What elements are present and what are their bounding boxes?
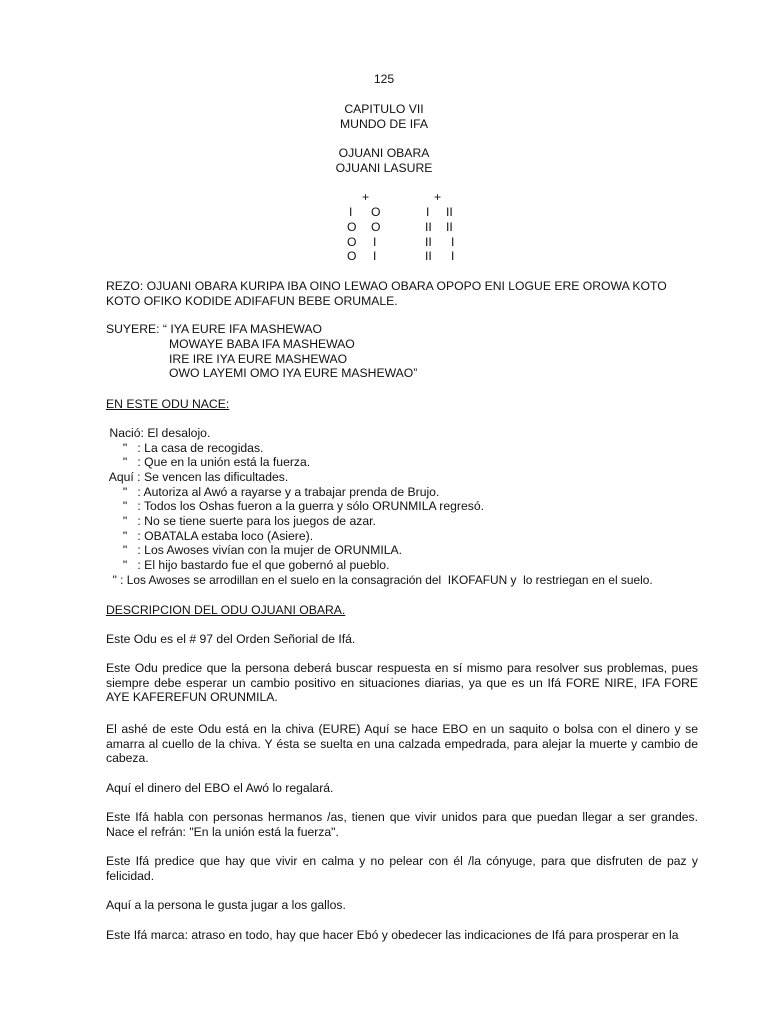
- descripcion-paragraph: Este Ifá marca: atraso en todo, hay que hacer Ebó y obedecer las indicaciones de Ifá para prosperar en la: [106, 928, 679, 942]
- odu-mark: II: [446, 205, 453, 219]
- odu-mark: I: [373, 235, 377, 249]
- nace-item: " : La casa de recogidas.: [106, 441, 264, 455]
- nace-item: " : El hijo bastardo fue el que gobernó al pueblo.: [106, 558, 390, 572]
- descripcion-paragraph: Este Odu predice que la persona deberá buscar respuesta en sí mismo para resolver sus problemas, pues siempre debe esperar un cambio positivo en situaciones diarias, ya que es un Ifá FORE NIRE, IFA FORE AYE KAFEREFUN ORUNMILA.: [106, 661, 698, 705]
- nace-item: " : Autoriza al Awó a rayarse y a trabajar prenda de Brujo.: [106, 485, 440, 499]
- odu-plus-left: +: [362, 190, 370, 204]
- nace-heading: EN ESTE ODU NACE:: [106, 397, 230, 411]
- suyere-line-3: IRE IRE IYA EURE MASHEWAO: [169, 352, 348, 366]
- odu-mark: O: [371, 205, 381, 219]
- odu-name-2: OJUANI LASURE: [335, 161, 433, 175]
- nace-item: " : OBATALA estaba loco (Asiere).: [106, 529, 314, 543]
- descripcion-paragraph: Este Ifá predice que hay que vivir en calma y no pelear con él /la cónyuge, para que disfruten de paz y felicidad.: [106, 854, 698, 883]
- suyere-line-1: SUYERE: “ IYA EURE IFA MASHEWAO: [106, 322, 323, 336]
- rezo-line-1: REZO: OJUANI OBARA KURIPA IBA OINO LEWAO OBARA OPOPO ENI LOGUE ERE OROWA KOTO: [106, 279, 667, 293]
- nace-item: " : Todos los Oshas fueron a la guerra y sólo ORUNMILA regresó.: [106, 499, 485, 513]
- descripcion-paragraph: Aquí a la persona le gusta jugar a los gallos.: [106, 898, 346, 912]
- odu-mark: O: [347, 220, 357, 234]
- nace-item: " : No se tiene suerte para los juegos de azar.: [106, 514, 376, 528]
- descripcion-paragraph: El ashé de este Odu está en la chiva (EURE) Aquí se hace EBO en un saquito o bolsa con el dinero y se amarra al cuello de la chiva. Y ésta se suelta en una calzada empedrada, para alejar la muerte y cambio de cabeza.: [106, 722, 698, 766]
- chapter-title: MUNDO DE IFA: [339, 117, 429, 131]
- odu-mark: I: [451, 249, 455, 263]
- descripcion-paragraph: Este Odu es el # 97 del Orden Señorial de Ifá.: [106, 632, 356, 646]
- nace-item: " : Los Awoses se arrodillan en el suelo en la consagración del IKOFAFUN y lo restriegan en el suelo.: [106, 573, 653, 587]
- odu-mark: O: [347, 235, 357, 249]
- nace-item: " : Que en la unión está la fuerza.: [106, 455, 311, 469]
- odu-mark: II: [425, 220, 432, 234]
- odu-name-1: OJUANI OBARA: [338, 146, 430, 160]
- nace-item: Aquí : Se vencen las dificultades.: [106, 470, 289, 484]
- odu-mark: O: [371, 220, 381, 234]
- suyere-line-2: MOWAYE BABA IFA MASHEWAO: [169, 337, 355, 351]
- odu-mark: I: [426, 205, 430, 219]
- nace-item: " : Los Awoses vivían con la mujer de ORUNMILA.: [106, 543, 403, 557]
- suyere-line-4: OWO LAYEMI OMO IYA EURE MASHEWAO”: [169, 366, 418, 380]
- odu-mark: II: [446, 220, 453, 234]
- descripcion-paragraph: Aquí el dinero del EBO el Awó lo regalará.: [106, 781, 334, 795]
- odu-mark: I: [349, 205, 353, 219]
- rezo-line-2: KOTO OFIKO KODIDE ADIFAFUN BEBE ORUMALE.: [106, 294, 398, 308]
- odu-plus-right: +: [434, 190, 442, 204]
- odu-mark: II: [425, 235, 432, 249]
- page-number: 125: [373, 72, 395, 86]
- odu-mark: O: [347, 249, 357, 263]
- odu-mark: II: [425, 249, 432, 263]
- descripcion-heading: DESCRIPCION DEL ODU OJUANI OBARA.: [106, 603, 346, 617]
- nace-item: Nació: El desalojo.: [106, 426, 211, 440]
- odu-mark: I: [373, 249, 377, 263]
- descripcion-paragraph: Este Ifá habla con personas hermanos /as, tienen que vivir unidos para que puedan llegar a ser grandes. Nace el refrán: "En la unión está la fuerza".: [106, 810, 698, 839]
- chapter-label: CAPITULO VII: [344, 102, 424, 116]
- odu-mark: I: [451, 235, 455, 249]
